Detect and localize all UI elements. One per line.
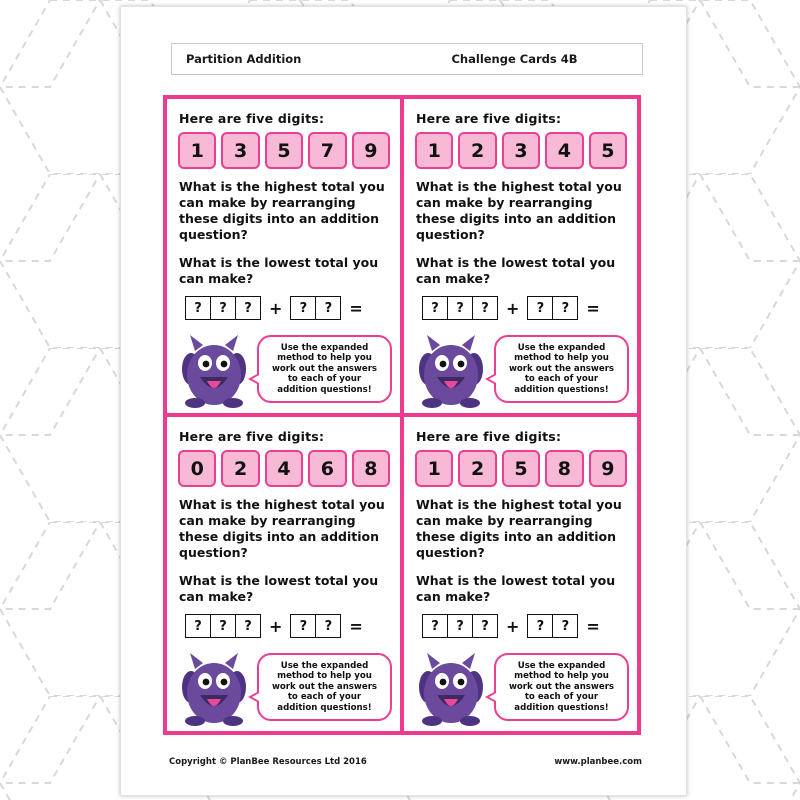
answer-box[interactable]: ?: [290, 614, 315, 638]
digit-tile: 2: [221, 450, 259, 487]
question-lowest: What is the lowest total you can make?: [179, 255, 379, 286]
answer-box[interactable]: ?: [447, 296, 472, 320]
answer-box[interactable]: ?: [315, 296, 341, 320]
equals-symbol: =: [349, 298, 363, 318]
answer-box-group-two[interactable]: [290, 296, 341, 320]
answer-box[interactable]: ?: [552, 296, 578, 320]
answer-box[interactable]: ?: [210, 296, 235, 320]
answer-box[interactable]: ?: [235, 614, 261, 638]
speech-bubble: Use the expanded method to help you work out the answers to each of your addition questions!: [494, 335, 629, 403]
speech-bubble: Use the expanded method to help you work out the answers to each of your addition questions!: [257, 335, 392, 403]
answer-boxes: [422, 614, 627, 638]
speech-bubble: Use the expanded method to help you work out the answers to each of your addition questions!: [257, 653, 392, 721]
answer-box[interactable]: ?: [422, 296, 447, 320]
card-footer-area: [177, 323, 392, 409]
plus-symbol: +: [506, 616, 520, 636]
digit-tile: 0: [178, 450, 216, 487]
challenge-cards-grid: [163, 95, 641, 735]
answer-box[interactable]: ?: [552, 614, 578, 638]
question-lowest: What is the lowest total you can make?: [416, 255, 616, 286]
digit-tile: 2: [458, 132, 496, 169]
worksheet-page: [120, 6, 687, 796]
question-highest: What is the highest total you can make by rearranging these digits into an addition question?: [179, 497, 385, 560]
monster-mascot: [414, 643, 488, 727]
card-footer-area: [414, 641, 629, 727]
digit-tile: 4: [265, 450, 303, 487]
header-title-left: Partition Addition: [186, 52, 302, 66]
digit-tile: 5: [265, 132, 303, 169]
answer-box-group-two[interactable]: [527, 614, 578, 638]
card-footer-area: [414, 323, 629, 409]
digit-tile: 6: [308, 450, 346, 487]
question-highest: What is the highest total you can make by rearranging these digits into an addition question?: [416, 497, 622, 560]
digit-tile: 5: [502, 450, 540, 487]
plus-symbol: +: [506, 298, 520, 318]
answer-box[interactable]: ?: [210, 614, 235, 638]
equals-symbol: =: [586, 298, 600, 318]
answer-box[interactable]: ?: [185, 614, 210, 638]
digit-row: [178, 132, 390, 169]
speech-bubble: Use the expanded method to help you work out the answers to each of your addition questions!: [494, 653, 629, 721]
digit-tile: 4: [545, 132, 583, 169]
answer-box[interactable]: ?: [235, 296, 261, 320]
answer-box-group-three[interactable]: [422, 614, 498, 638]
digit-row: [415, 132, 627, 169]
plus-symbol: +: [269, 616, 283, 636]
monster-mascot: [414, 325, 488, 409]
answer-box-group-two[interactable]: [527, 296, 578, 320]
equals-symbol: =: [349, 616, 363, 636]
digit-tile: 2: [458, 450, 496, 487]
equals-symbol: =: [586, 616, 600, 636]
answer-box[interactable]: ?: [185, 296, 210, 320]
answer-box[interactable]: ?: [527, 296, 552, 320]
digit-tile: 5: [589, 132, 627, 169]
challenge-card-4: [402, 415, 639, 733]
plus-symbol: +: [269, 298, 283, 318]
answer-box[interactable]: ?: [527, 614, 552, 638]
header-title-right: Challenge Cards 4B: [451, 52, 578, 66]
answer-box[interactable]: ?: [290, 296, 315, 320]
answer-box[interactable]: ?: [315, 614, 341, 638]
digit-tile: 3: [221, 132, 259, 169]
answer-boxes: [185, 614, 390, 638]
website-link[interactable]: www.planbee.com: [554, 757, 642, 767]
answer-boxes: [422, 296, 627, 320]
answer-box-group-three[interactable]: [422, 296, 498, 320]
card-footer-area: [177, 641, 392, 727]
answer-box-group-three[interactable]: [185, 296, 261, 320]
answer-box-group-three[interactable]: [185, 614, 261, 638]
challenge-card-1: [165, 97, 402, 415]
challenge-card-3: [165, 415, 402, 733]
card-title: Here are five digits:: [416, 111, 562, 126]
card-title: Here are five digits:: [179, 111, 325, 126]
monster-mascot: [177, 643, 251, 727]
digit-row: [415, 450, 627, 487]
digit-tile: 8: [545, 450, 583, 487]
card-title: Here are five digits:: [179, 429, 325, 444]
question-lowest: What is the lowest total you can make?: [416, 573, 616, 604]
digit-tile: 1: [415, 450, 453, 487]
page-header: [171, 43, 643, 75]
answer-box[interactable]: ?: [422, 614, 447, 638]
copyright-text: Copyright © PlanBee Resources Ltd 2016: [169, 757, 367, 767]
digit-tile: 1: [415, 132, 453, 169]
question-lowest: What is the lowest total you can make?: [179, 573, 379, 604]
digit-row: [178, 450, 390, 487]
question-highest: What is the highest total you can make by rearranging these digits into an addition question?: [179, 179, 385, 242]
answer-box-group-two[interactable]: [290, 614, 341, 638]
digit-tile: 3: [502, 132, 540, 169]
digit-tile: 9: [352, 132, 390, 169]
digit-tile: 7: [308, 132, 346, 169]
answer-box[interactable]: ?: [447, 614, 472, 638]
answer-boxes: [185, 296, 390, 320]
challenge-card-2: [402, 97, 639, 415]
digit-tile: 1: [178, 132, 216, 169]
answer-box[interactable]: ?: [472, 614, 498, 638]
page-footer: [169, 757, 642, 767]
card-title: Here are five digits:: [416, 429, 562, 444]
monster-mascot: [177, 325, 251, 409]
answer-box[interactable]: ?: [472, 296, 498, 320]
digit-tile: 8: [352, 450, 390, 487]
digit-tile: 9: [589, 450, 627, 487]
question-highest: What is the highest total you can make by rearranging these digits into an addition question?: [416, 179, 622, 242]
